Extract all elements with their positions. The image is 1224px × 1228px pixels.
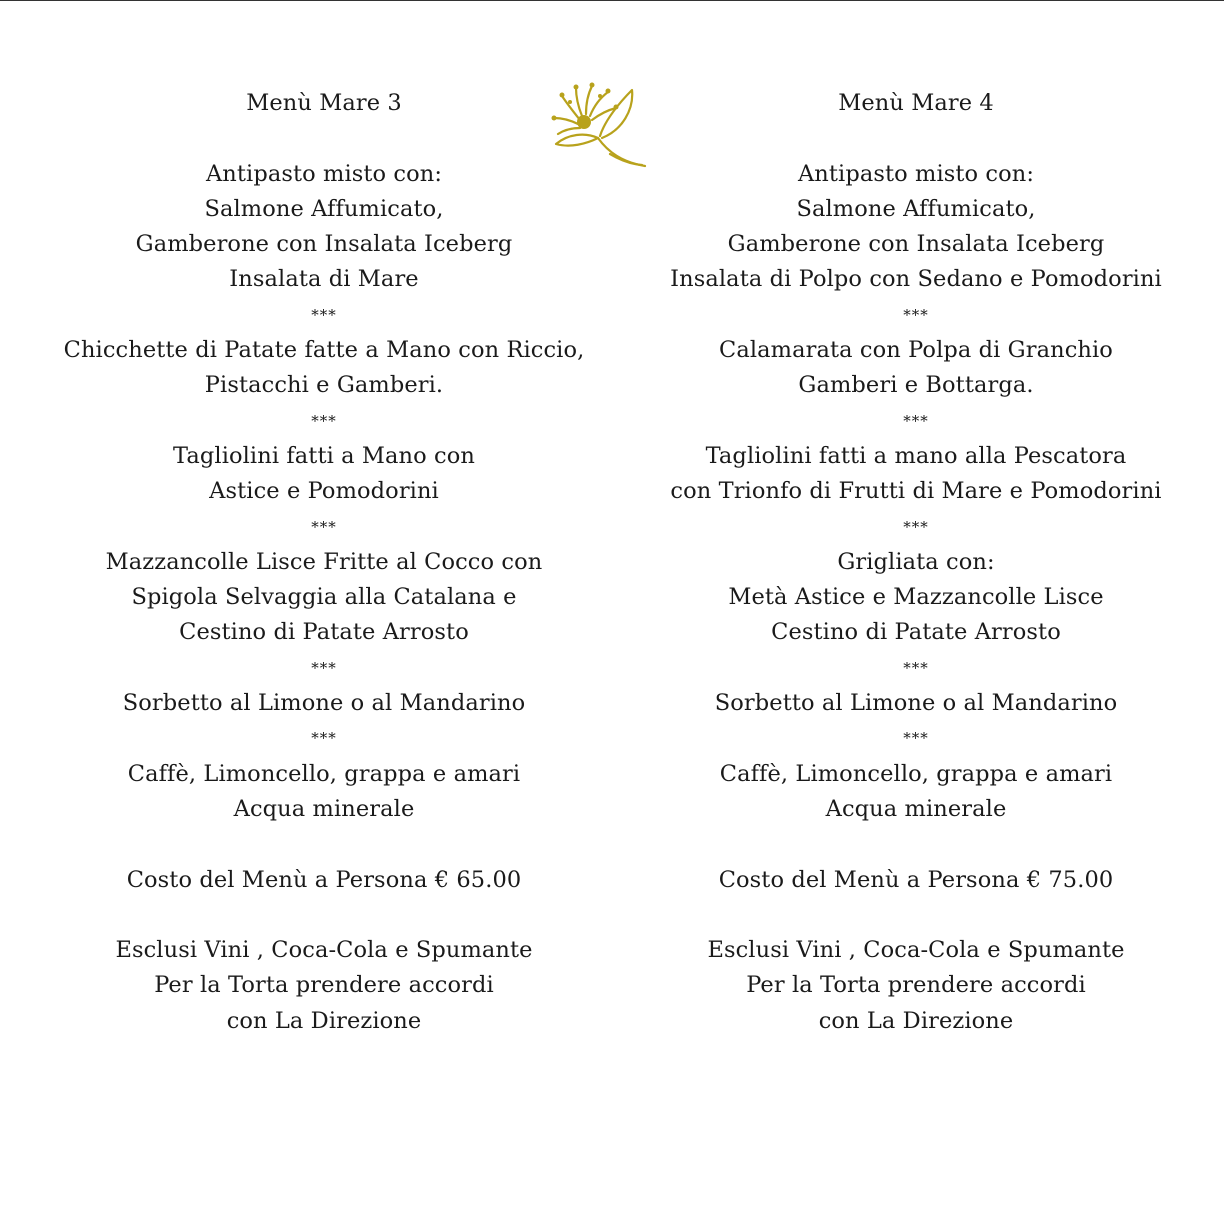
menu-note: Esclusi Vini , Coca-Cola e Spumante [707, 937, 1125, 964]
menu-line: Caffè, Limoncello, grappa e amari [127, 760, 521, 787]
menu-title: Menù Mare 3 [246, 90, 402, 116]
course-separator: *** [311, 305, 337, 324]
course-separator: *** [903, 658, 929, 677]
menu-line: Spigola Selvaggia alla Catalana e [131, 584, 517, 611]
course-separator: *** [311, 411, 337, 430]
menu-line: Acqua minerale [825, 795, 1007, 822]
menu-line: Cestino di Patate Arrosto [771, 619, 1061, 646]
menu-line: Chicchette di Patate fatte a Mano con Riccio, [63, 337, 585, 364]
spacer [44, 898, 604, 933]
spacer [636, 827, 1196, 862]
menu-line: Sorbetto al Limone o al Mandarino [122, 690, 526, 717]
course-separator: *** [903, 305, 929, 324]
menu-note: Per la Torta prendere accordi [746, 972, 1086, 999]
menu-line: Gamberone con Insalata Iceberg [135, 231, 513, 258]
menu-price: Costo del Menù a Persona € 65.00 [126, 866, 522, 893]
menu-note: Esclusi Vini , Coca-Cola e Spumante [115, 937, 533, 964]
course-separator: *** [311, 658, 337, 677]
menu-note: con La Direzione [818, 1007, 1014, 1034]
menu-line: Gamberi e Bottarga. [798, 372, 1034, 399]
menu-line: Cestino di Patate Arrosto [179, 619, 469, 646]
menu-note: Per la Torta prendere accordi [154, 972, 494, 999]
menu-line: Acqua minerale [233, 795, 415, 822]
menu-line: Astice e Pomodorini [209, 478, 439, 505]
menu-line: Calamarata con Polpa di Granchio [719, 337, 1113, 364]
menu-line: Antipasto misto con: [205, 160, 443, 187]
menu-line: Insalata di Polpo con Sedano e Pomodorini [670, 266, 1162, 293]
menu-line: Mazzancolle Lisce Fritte al Cocco con [105, 548, 543, 575]
menu-line: Insalata di Mare [229, 266, 419, 293]
course-separator: *** [903, 411, 929, 430]
menu-mare-4 [636, 86, 1196, 1039]
menu-mare-3 [44, 86, 604, 1039]
menu-line: Salmone Affumicato, [204, 195, 444, 222]
menu-line: Grigliata con: [837, 548, 995, 575]
menu-line: Gamberone con Insalata Iceberg [727, 231, 1105, 258]
menu-price: Costo del Menù a Persona € 75.00 [718, 866, 1114, 893]
spacer [636, 898, 1196, 933]
spacer [44, 827, 604, 862]
course-separator: *** [903, 729, 929, 748]
top-border-line [0, 0, 1224, 1]
menu-line: Tagliolini fatti a mano alla Pescatora [705, 442, 1127, 469]
menu-line: Tagliolini fatti a Mano con [173, 442, 475, 469]
menu-line: Sorbetto al Limone o al Mandarino [714, 690, 1118, 717]
course-separator: *** [903, 517, 929, 536]
course-separator: *** [311, 729, 337, 748]
menu-note: con La Direzione [226, 1007, 422, 1034]
course-separator: *** [311, 517, 337, 536]
menu-line: Caffè, Limoncello, grappa e amari [719, 760, 1113, 787]
menu-line: con Trionfo di Frutti di Mare e Pomodorini [670, 478, 1162, 505]
menu-line: Pistacchi e Gamberi. [204, 372, 444, 399]
menu-line: Salmone Affumicato, [796, 195, 1036, 222]
menu-line: Antipasto misto con: [797, 160, 1035, 187]
menu-title: Menù Mare 4 [838, 90, 994, 116]
menu-line: Metà Astice e Mazzancolle Lisce [728, 584, 1104, 611]
